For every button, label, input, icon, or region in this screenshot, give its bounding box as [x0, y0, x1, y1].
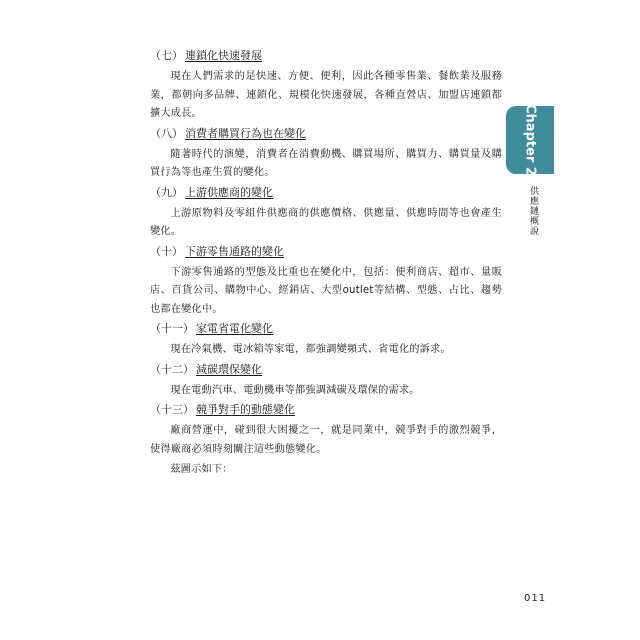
section-body: 隨著時代的演變，消費者在消費動機、購買場所、購買力、購買量及購買行為等也產生質的變化。 — [150, 148, 502, 178]
page-number: 011 — [524, 593, 547, 604]
chapter-subtitle: 供應鏈概說 — [528, 186, 538, 236]
section-number: （八） — [150, 126, 183, 140]
section-number: （七） — [150, 49, 183, 62]
section-title: 連鎖化快速發展 — [185, 49, 262, 62]
section-title: 消費者購買行為也在變化 — [185, 126, 306, 140]
section-heading — [150, 48, 502, 64]
section-title: 上游供應商的變化 — [185, 185, 273, 199]
section-title: 競爭對手的動態變化 — [196, 403, 295, 416]
section-number: （九） — [150, 185, 183, 199]
section-body: 現在人們需求的是快速、方便、便利，因此各種零售業、餐飲業及服務業，都朝向多品牌、連鎖化、規模化快速發展，各種直營店、加盟店連鎖都擴大成長。 — [150, 71, 502, 119]
section-heading — [150, 126, 502, 142]
chapter-tab-label: Chapter 2 — [522, 104, 538, 176]
chapter-tab — [506, 106, 554, 174]
section-heading — [150, 402, 502, 418]
section-body: 廠商營運中，碰到很大困擾之一，就是同業中，競爭對手的激烈競爭，使得廠商必須時刻關注這些動態變化。 — [150, 425, 502, 455]
section-title: 家電省電化變化 — [196, 322, 273, 335]
section-heading — [150, 362, 502, 378]
section-body: 現在冷氣機、電冰箱等家電，都強調變頻式、省電化的訴求。 — [170, 344, 451, 355]
section-heading — [150, 321, 502, 337]
section-10 — [150, 244, 502, 320]
section-body: 上游原物料及零組件供應商的供應價格、供應量、供應時間等也會產生變化。 — [150, 207, 502, 237]
section-heading — [150, 185, 502, 201]
section-8 — [150, 126, 502, 183]
section-11 — [150, 321, 502, 360]
section-7 — [150, 48, 502, 124]
section-body: 下游零售通路的型態及比重也在變化中，包括：便利商店、超市、量販店、百貨公司、購物中心、經銷店、大型outlet等結構、型態、占比、趨勢也都在變化中。 — [150, 266, 502, 315]
section-13 — [150, 402, 502, 459]
section-number: （十一） — [150, 322, 194, 335]
page-content — [150, 48, 502, 482]
section-number: （十三） — [150, 403, 194, 416]
section-9 — [150, 185, 502, 242]
section-title: 減碳環保變化 — [196, 362, 262, 376]
section-body: 現在電動汽車、電動機車等都強調減碳及環保的需求。 — [170, 384, 420, 396]
section-number: （十二） — [150, 362, 194, 376]
section-12 — [150, 362, 502, 401]
closing-line: 茲圖示如下： — [170, 464, 233, 475]
section-title: 下游零售通路的變化 — [185, 244, 284, 258]
section-heading — [150, 244, 502, 260]
section-number: （十） — [150, 244, 183, 258]
